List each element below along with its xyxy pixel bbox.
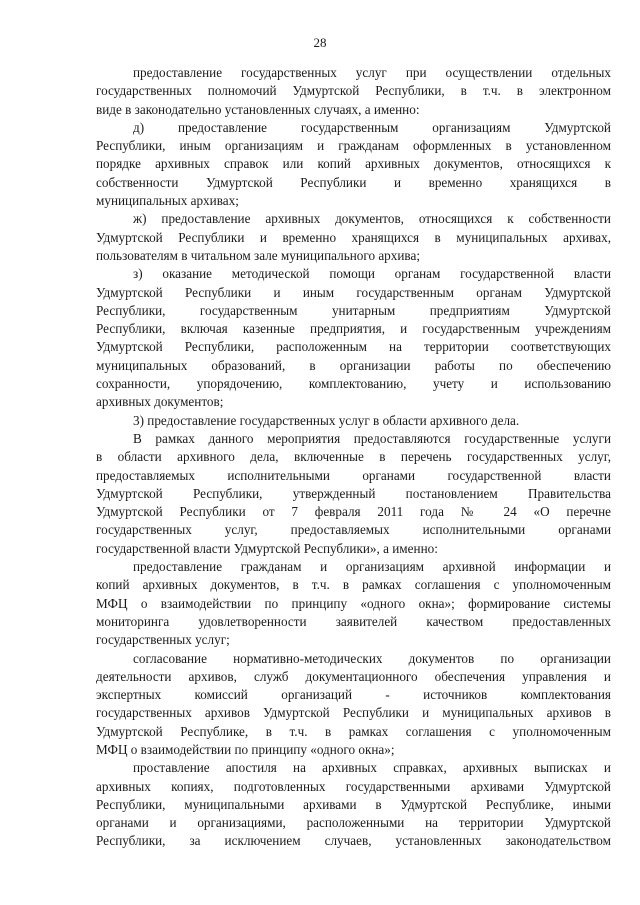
text-line: Республики, муниципальными архивами в Удмуртской Республике, иными bbox=[96, 796, 611, 812]
text-line: Удмуртской Республики и иным государственным органам Удмуртской bbox=[96, 284, 611, 300]
text-line: В рамках данного мероприятия предоставляются государственные услуги bbox=[133, 430, 611, 446]
text-line: 3) предоставление государственных услуг в области архивного дела. bbox=[133, 412, 520, 428]
text-line: предоставление государственных услуг при осуществлении отдельных bbox=[133, 65, 611, 80]
page-number: 28 bbox=[313, 35, 327, 50]
text-line: ж) предоставление архивных документов, относящихся к собственности bbox=[133, 211, 611, 227]
text-line: мониторинга удовлетворенности заявителей качеством предоставленных bbox=[96, 613, 611, 629]
text-line: государственных архивов Удмуртской Республики и муниципальных архивов в bbox=[96, 705, 611, 721]
body-text bbox=[96, 64, 611, 851]
text-line: копий архивных документов, в т.ч. в рамках соглашения с уполномоченным bbox=[96, 577, 611, 593]
text-line: д) предоставление государственным организациям Удмуртской bbox=[133, 119, 611, 135]
text-line: архивных документов; bbox=[96, 394, 224, 410]
text-line: Республики, за исключением случаев, установленных законодательством bbox=[96, 833, 611, 849]
text-line: МФЦ о взаимодействии по принципу «одного окна»; формирование системы bbox=[96, 595, 611, 611]
text-line: проставление апостиля на архивных справках, архивных выписках и bbox=[133, 760, 611, 776]
text-line: муниципальных образований, в организации работы по обеспечению bbox=[96, 357, 611, 373]
text-line: архивных копиях, подготовленных государственными архивами Удмуртской bbox=[96, 778, 611, 794]
text-line: собственности Удмуртской Республики и временно хранящихся в bbox=[96, 174, 611, 190]
text-line: Удмуртской Республике, в т.ч. в рамках соглашения с уполномоченным bbox=[96, 723, 611, 739]
text-line: Удмуртской Республики, расположенным на территории соответствующих bbox=[96, 339, 611, 355]
text-line: Республики, государственным унитарным предприятиям Удмуртской bbox=[96, 302, 611, 318]
text-line: согласование нормативно-методических документов по организации bbox=[133, 650, 611, 666]
text-line: пользователям в читальном зале муниципального архива; bbox=[96, 247, 421, 263]
text-line: государственных услуг, предоставляемых исполнительными органами bbox=[96, 522, 611, 538]
text-line: экспертных комиссий организаций - источников комплектования bbox=[96, 687, 611, 703]
text-line: государственных услуг; bbox=[96, 632, 230, 648]
text-line: Удмуртской Республики от 7 февраля 2011 года № 24 «О перечне bbox=[96, 504, 611, 520]
text-line: органами и организациями, расположенными на территории Удмуртской bbox=[96, 815, 611, 831]
text-line: предоставление гражданам и организациям архивной информации и bbox=[133, 559, 611, 575]
text-line: в области архивного дела, включенные в перечень государственных услуг, bbox=[96, 449, 611, 465]
text-line: государственных полномочий Удмуртской Республики, в т.ч. в электронном bbox=[96, 83, 611, 99]
text-line: муниципальных архивах; bbox=[96, 193, 239, 209]
text-line: Удмуртской Республики и временно хранящихся в муниципальных архивах, bbox=[96, 229, 611, 245]
text-line: Удмуртской Республики, утвержденный постановлением Правительства bbox=[96, 485, 611, 501]
text-line: сохранности, упорядочению, комплектованию, учету и использованию bbox=[96, 376, 611, 392]
text-line: виде в законодательно установленных случаях, а именно: bbox=[96, 101, 420, 117]
text-line: государственной власти Удмуртской Республики», а именно: bbox=[96, 540, 438, 556]
text-line: з) оказание методической помощи органам государственной власти bbox=[133, 266, 611, 282]
text-line: Республики, иным организациям и гражданам оформленных в установленном bbox=[96, 138, 611, 154]
text-line: предоставляемых исполнительными органами государственной власти bbox=[96, 467, 611, 483]
text-line: деятельности архивов, служб документационного обеспечения управления и bbox=[96, 668, 611, 684]
text-line: МФЦ о взаимодействии по принципу «одного окна»; bbox=[96, 741, 395, 757]
text-line: Республики, включая казенные предприятия, и государственным учреждениям bbox=[96, 321, 611, 337]
text-line: порядке архивных справок или копий архивных документов, относящихся к bbox=[96, 156, 611, 172]
